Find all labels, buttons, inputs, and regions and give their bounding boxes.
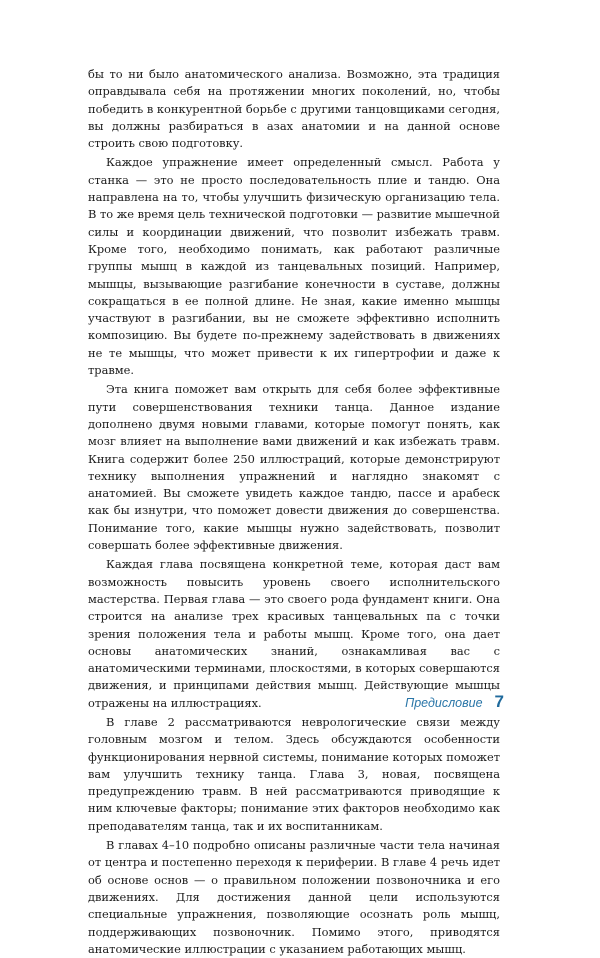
paragraph: В главах 4–10 подробно описаны различные части тела начиная от центра и постепенно переходя к периферии. В главе 4 речь идет об основе основ — о правильном положении позвоночника и его движениях. Для достижения данной цели используются специальные упражнения, позволяющие осознать роль мышц, поддерживающих позвоночник. Помимо этого, приводятся анатомические иллюстрации с указанием работающих мышц. bbox=[88, 838, 500, 956]
page-footer bbox=[405, 692, 504, 712]
running-footer-title: Предисловие bbox=[405, 696, 483, 710]
page-number: 7 bbox=[494, 692, 504, 711]
paragraph: В главе 2 рассматриваются неврологические связи между головным мозгом и телом. Здесь обсуждаются особенности функционирования нервной системы, понимание которых поможет вам улучшить технику танца. Глава 3, новая, посвящена предупреждению травм. В ней рассматриваются приводящие к ним ключевые факторы; понимание этих факторов необходимо как преподавателям танца, так и их воспитанникам. bbox=[88, 714, 500, 833]
paragraph: Эта книга поможет вам открыть для себя более эффективные пути совершенствования техники танца. Данное издание дополнено двумя новыми главами, которые помогут понять, как мозг влияет на выполнение вами движений и как избежать травм. Книга содержит более 250 иллюстраций, которые демонстрируют технику выполнения упражнений и наглядно знакомят с анатомией. Вы сможете увидеть каждое тандю, пассе и арабеск как бы изнутри, что поможет довести движения до совершенства. Понимание того, какие мышцы нужно задействовать, позволит совершать более эффективные движения. bbox=[88, 382, 500, 553]
body-text bbox=[88, 66, 500, 958]
paragraph: Каждое упражнение имеет определенный смысл. Работа у станка — это не просто последовательность плие и тандю. Она направлена на то, чтобы улучшить физическую организацию тела. В то же время цель технической подготовки — развитие мышечной силы и координации движений, что позволит избежать травм. Кроме того, необходимо понимать, как работают различные группы мышц в каждой из танцевальных позиций. Например, мышцы, вызывающие разгибание конечности в суставе, должны сокращаться в ее полной длине. Не зная, какие именно мышцы участвуют в разгибании, вы не сможете эффективно исполнить композицию. Вы будете по-прежнему задействовать в движениях не те мышцы, что может привести к их гипертрофии и даже к травме. bbox=[88, 155, 500, 378]
paragraph: бы то ни было анатомического анализа. Возможно, эта традиция оправдывала себя на протяжении многих поколений, но, чтобы победить в конкурентной борьбе с другими танцовщиками сегодня, вы должны разбираться в азах анатомии и на данной основе строить свою подготовку. bbox=[88, 67, 500, 151]
paragraph: Каждая глава посвящена конкретной теме, которая даст вам возможность повысить уровень своего исполнительского мастерства. Первая глава — это своего рода фундамент книги. Она строится на анализе трех красивых танцевальных па с точки зрения положения тела и работы мышц. Кроме того, она дает основы анатомических знаний, ознакамливая вас с анатомическими терминами, плоскостями, в которых совершаются движения, и принципами действия мышц. Действующие мышцы отражены на иллюстрациях. bbox=[88, 557, 500, 710]
